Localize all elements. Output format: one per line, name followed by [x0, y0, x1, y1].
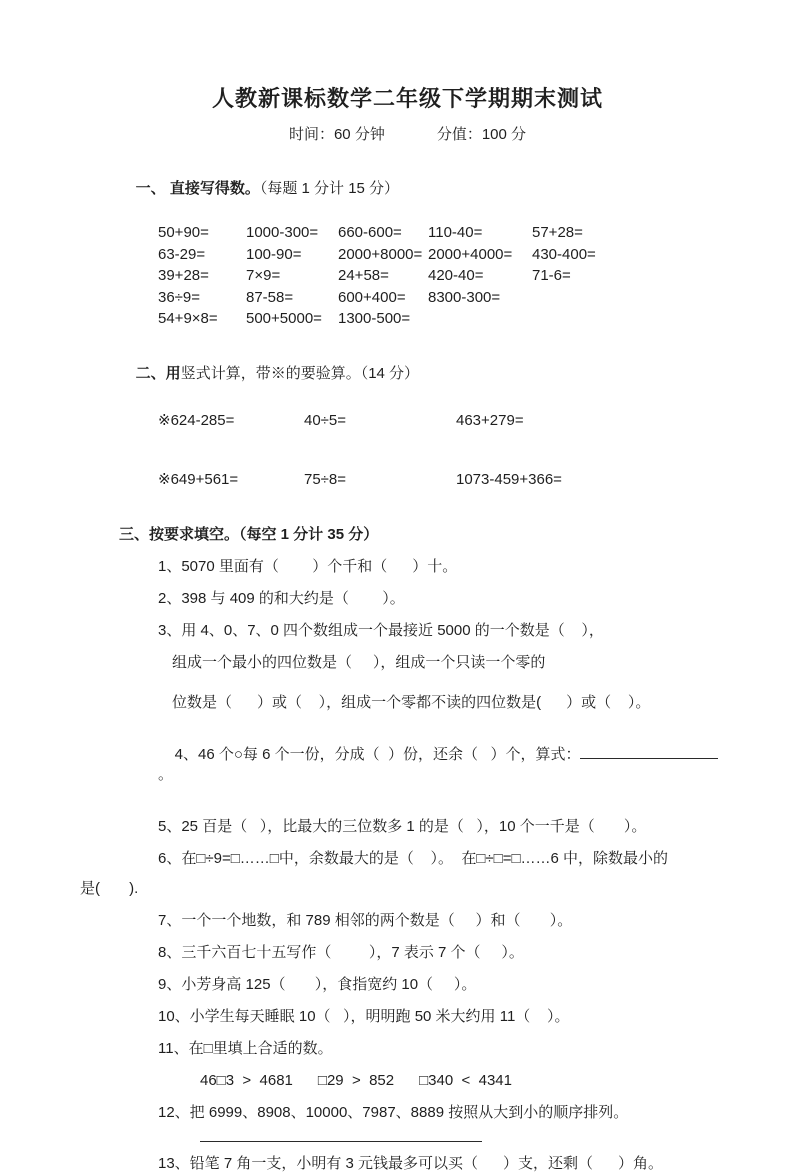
section1-note: （每题 1 分计 15 分） — [259, 180, 400, 197]
question-1: 1、5070 里面有（ ）个千和（ ）十。 — [158, 557, 458, 575]
question-10: 10、小学生每天睡眠 10（ ），明明跑 50 米大约用 11（ ）。 — [158, 1007, 570, 1025]
question-4-suffix: 。 — [158, 765, 174, 783]
question-11-comparisons: 46□3 > 4681 □29 > 852 □340 < 4341 — [200, 1071, 512, 1089]
calc-cell: 8300-300= — [428, 288, 501, 306]
calc-cell: 100-90= — [246, 245, 302, 263]
calc-cell: 1073-459+366= — [456, 470, 562, 488]
calc-cell — [532, 308, 735, 330]
calc-cell: 24+58= — [338, 267, 389, 284]
answer-rule-line — [200, 1141, 482, 1142]
section2-title: 二、用 — [135, 364, 181, 382]
calc-cell: 75÷8= — [304, 470, 347, 488]
question-7: 7、一个一个地数，和 789 相邻的两个数是（ ）和（ ）。 — [158, 911, 573, 929]
section1-title: 一、 直接写得数。 — [135, 180, 260, 197]
calc-cell — [532, 287, 735, 309]
mental-math-grid — [158, 222, 735, 330]
calc-cell: 660-600= — [338, 224, 402, 241]
question-8: 8、三千六百七十五写作（ ），7 表示 7 个（ ）。 — [158, 943, 524, 961]
question-12: 12、把 6999、8908、10000、7987、8889 按照从大到小的顺序排列。 — [158, 1103, 629, 1121]
question-2: 2、398 与 409 的和大约是（ ）。 — [158, 589, 405, 607]
question-3-line1: 3、用 4、0、7、0 四个数组成一个最接近 5000 的一个数是（ ）， — [158, 621, 604, 639]
calc-cell: 420-40= — [428, 267, 484, 284]
page-title: 人教新课标数学二年级下学期期末测试 — [211, 86, 603, 111]
calc-cell: 2000+8000= — [338, 245, 423, 263]
calc-cell: 7×9= — [246, 267, 281, 284]
question-6-line1: 6、在□÷9=□……□中，余数最大的是（ ）。 在□÷□=□……6 中，除数最小的 — [158, 849, 669, 867]
blank-answer-line — [580, 745, 718, 759]
calc-cell: 1000-300= — [246, 224, 319, 241]
vertical-calc-row — [158, 410, 735, 431]
section3-heading: 三、按要求填空。（每空 1 分计 35 分） — [119, 525, 379, 543]
calc-cell: ※649+561= — [158, 470, 239, 488]
calc-cell — [428, 308, 532, 330]
section1-heading — [119, 157, 735, 220]
calc-cell: 430-400= — [532, 245, 596, 263]
question-4-text: 4、46 个○每 6 个一份，分成（ ）份，还余（ ）个，算式： — [174, 745, 581, 763]
calc-cell: 63-29= — [158, 245, 206, 263]
question-9: 9、小芳身高 125（ ），食指宽约 10（ ）。 — [158, 975, 477, 993]
calc-cell: 110-40= — [428, 224, 483, 241]
calc-cell: 71-6= — [532, 267, 571, 284]
calc-cell: 39+28= — [158, 267, 209, 284]
calc-cell: 600+400= — [338, 288, 406, 306]
question-3-line3: 位数是（ ）或（ ），组成一个零都不读的四位数是( ）或（ ）。 — [172, 693, 651, 711]
vertical-calc-row — [158, 469, 735, 490]
calc-cell: ※624-285= — [158, 411, 235, 429]
question-11: 11、在□里填上合适的数。 — [158, 1039, 333, 1057]
calc-cell: 54+9×8= — [158, 310, 218, 327]
calc-cell: 1300-500= — [338, 310, 411, 327]
calc-cell: 87-58= — [246, 288, 294, 306]
calc-cell: 40÷5= — [304, 411, 347, 429]
section2-note: 竖式计算，带※的要验算。（14 分） — [180, 364, 420, 382]
calc-cell: 500+5000= — [246, 310, 322, 327]
test-meta — [80, 125, 735, 145]
calc-cell: 2000+4000= — [428, 245, 513, 263]
total-score: 分值：100 分 — [436, 126, 527, 143]
question-13: 13、铅笔 7 角一支，小明有 3 元钱最多可以买（ ）支，还剩（ ）角。 — [158, 1154, 664, 1172]
question-4 — [158, 725, 735, 805]
calc-cell: 463+279= — [456, 411, 524, 429]
time-limit: 时间：60 分钟 — [288, 126, 385, 143]
calc-cell: 50+90= — [158, 224, 209, 241]
question-6-line2: 是( ). — [80, 879, 139, 897]
calc-cell: 57+28= — [532, 224, 583, 241]
calc-cell: 36÷9= — [158, 288, 201, 306]
question-5: 5、25 百是（ ），比最大的三位数多 1 的是（ ），10 个一千是（ ）。 — [158, 817, 647, 835]
section2-heading — [119, 342, 735, 405]
question-3-line2: 组成一个最小的四位数是（ ），组成一个只读一个零的 — [172, 653, 546, 671]
